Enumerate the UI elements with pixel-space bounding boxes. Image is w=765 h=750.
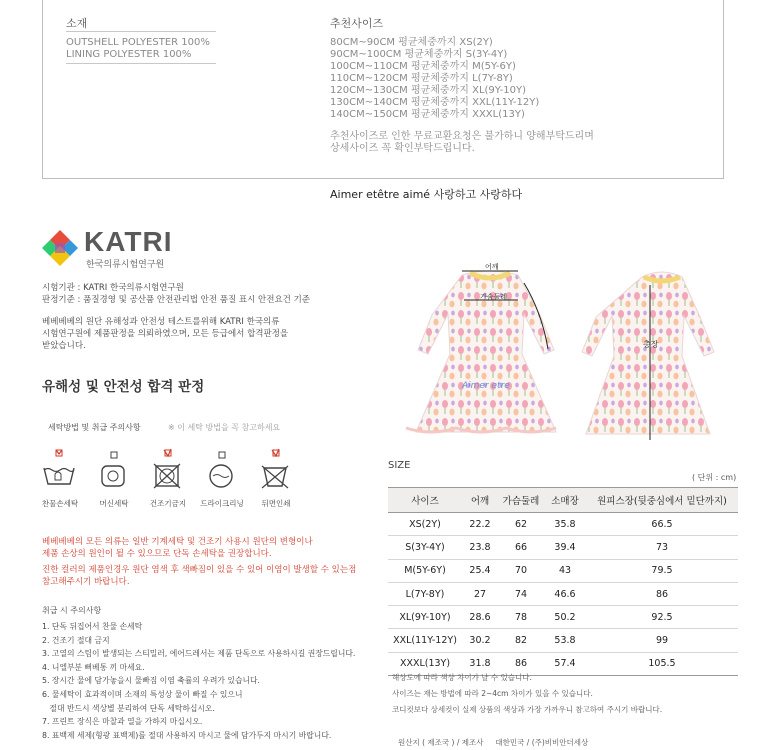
cell: 79.5 (586, 559, 738, 582)
cell: 70 (498, 559, 544, 582)
col-header: 소매장 (544, 488, 586, 513)
dress-back (582, 272, 714, 440)
material-line: LINING POLYESTER 100% (66, 49, 192, 60)
origin-footer: 원산지 ( 제조국 ) / 제조사 대한민국 / (주)비비안더세상 (398, 738, 589, 747)
size-title: SIZE (388, 460, 411, 471)
warning-line: 참고해주시기 바랍니다. (42, 577, 130, 587)
cell: 86 (498, 652, 544, 675)
cell: 78 (498, 606, 544, 629)
cell: 99 (586, 629, 738, 652)
machine-wash-icon (86, 446, 142, 494)
cell: 43 (544, 559, 586, 582)
cell: 25.4 (462, 559, 498, 582)
care-item (86, 446, 142, 509)
col-header: 원피스장(뒷중심에서 밑단까지) (586, 488, 738, 513)
cell: 53.8 (544, 629, 586, 652)
cell: 22.2 (462, 513, 498, 536)
product-photos (392, 255, 742, 455)
handling-line: 2. 건조기 절대 금지 (42, 635, 110, 645)
care-icons (32, 446, 292, 516)
shoulder-label: 어깨 (485, 263, 499, 271)
desc-line: 시험연구원에 제품판정을 의뢰하였으며, 모든 등급에서 합격판정을 (42, 329, 289, 339)
cell: 73 (586, 536, 738, 559)
length-label: 총장 (643, 340, 659, 349)
table-header-row (388, 488, 738, 513)
katri-logo (40, 228, 80, 272)
recommend-size-list (330, 37, 594, 155)
cell: 66.5 (586, 513, 738, 536)
katri-logo-word: KATRI (84, 226, 173, 257)
handling-line: 절대 반드시 색상별 분리하여 단독 세탁하십시오. (42, 703, 215, 713)
cell: 46.6 (544, 582, 586, 605)
care-label: 건조기금지 (149, 499, 187, 508)
handling-list (42, 620, 355, 742)
cell: 82 (498, 629, 544, 652)
col-header: 사이즈 (388, 488, 462, 513)
brand-tagline: Aimer etêtre aimé 사랑하고 사랑하다 (330, 188, 523, 201)
care-label: 드라이크리닝 (200, 499, 244, 508)
cell: 39.4 (544, 536, 586, 559)
size-notes (392, 670, 662, 718)
size-line: 140CM~150CM 평균체중까지 XXXL(13Y) (330, 109, 525, 120)
cell: 57.4 (544, 652, 586, 675)
cell: 23.8 (462, 536, 498, 559)
desc-line: 받았습니다. (42, 341, 86, 351)
pass-title: 유해성 및 안전성 합격 판정 (42, 379, 205, 395)
hand-wash-icon (32, 446, 88, 494)
care-label: 뒤면인쇄 (261, 499, 291, 508)
recommend-size-title: 추천사이즈 (330, 17, 384, 30)
care-item (194, 446, 250, 509)
handling-line: 4. 니엘부분 뻐베통 끼 마세요. (42, 662, 145, 672)
notice-line: 상세사이즈 꼭 확인부탁드립니다. (330, 143, 475, 154)
cell: 35.8 (544, 513, 586, 536)
cell: L(7Y-8Y) (388, 582, 462, 605)
table-row (388, 513, 738, 536)
handling-line: 7. 프린트 장식은 마찰과 열을 가하지 마십시오. (42, 717, 203, 727)
warning-text (42, 536, 356, 588)
cell: 62 (498, 513, 544, 536)
cell: XS(2Y) (388, 513, 462, 536)
cell: 74 (498, 582, 544, 605)
handling-line: 8. 표백제 세제(형광 표백제)를 절대 사용하지 마시고 물에 담가두지 마시기 바랍니다. (42, 730, 332, 740)
no-tumble-dry-icon (140, 446, 196, 494)
info-line: 시험기관 : KATRI 한국의류시험연구원 (42, 283, 184, 293)
warning-line: 제품 손상의 원인이 될 수 있으므로 단독 손세탁을 권장합니다. (42, 549, 272, 559)
table-row (388, 559, 738, 582)
table-row (388, 582, 738, 605)
care-title: 세탁방법 및 취급 주의사항 (48, 423, 141, 432)
cell: 105.5 (586, 652, 738, 675)
material-title: 소재 (66, 17, 88, 30)
notice-line: 추천사이즈로 인한 무료교환요청은 불가하니 양해부탁드리며 (330, 131, 594, 142)
info-line: 판정기준 : 품질경영 및 공산품 안전관리법 안전 품질 표시 안전요건 기준 (42, 295, 311, 305)
no-bleach-icon (248, 446, 304, 494)
size-line: 90CM~100CM 평균체중까지 S(3Y-4Y) (330, 49, 508, 60)
size-line: 130CM~140CM 평균체중까지 XXL(11Y-12Y) (330, 97, 540, 108)
dress-print-text: Aimer etre (462, 381, 510, 391)
care-hint: ※ 이 세탁 방법을 꼭 참고하세요 (168, 423, 281, 432)
dry-clean-icon (194, 446, 250, 494)
handling-title: 취급 시 주의사항 (42, 606, 102, 615)
size-line: 120CM~130CM 평균체중까지 XL(9Y-10Y) (330, 85, 527, 96)
handling-line: 3. 고열의 스팀이 발생되는 스티밀러, 에어드레서는 제품 단독으로 사용하시길 권장드립니다. (42, 649, 356, 659)
katri-logo-sub: 한국의류시험연구원 (86, 260, 165, 270)
size-line: 110CM~120CM 평균체중까지 L(7Y-8Y) (330, 73, 513, 84)
chest-label: 가슴둘레 (480, 293, 508, 301)
care-item (140, 446, 196, 509)
cell: 50.2 (544, 606, 586, 629)
warning-line: 베베베베의 모든 의류는 일반 기계세탁 및 건조기 사용시 원단의 변형이나 (42, 537, 313, 547)
material-line: OUTSHELL POLYESTER 100% (66, 37, 210, 48)
katri-info (42, 282, 310, 352)
size-line: 100CM~110CM 평균체중까지 M(5Y-6Y) (330, 61, 516, 72)
note-line: 코디컷보다 상세컷이 실제 상품의 색상과 가장 가까우니 참고하여 주시기 바랍니다. (392, 705, 663, 714)
table-row (388, 629, 738, 652)
size-line: 80CM~90CM 평균체중까지 XS(2Y) (330, 37, 493, 48)
cell: 92.5 (586, 606, 738, 629)
col-header: 가슴둘레 (498, 488, 544, 513)
size-unit: ( 단위 : cm) (692, 473, 737, 482)
cell: 31.8 (462, 652, 498, 675)
care-label: 머신세탁 (99, 499, 129, 508)
cell: S(3Y-4Y) (388, 536, 462, 559)
cell: 30.2 (462, 629, 498, 652)
warning-line: 진한 컬러의 제품인경우 원단 염색 후 색빠짐이 있을 수 있어 이염이 발생할 수 있는점 (42, 565, 357, 575)
desc-line: 베베베베의 원단 유해성과 안전성 테스트를위해 KATRI 한국의류 (42, 317, 280, 327)
handling-line: 1. 단독 뒤집어서 찬물 손세탁 (42, 622, 143, 631)
cell: 28.6 (462, 606, 498, 629)
table-row (388, 606, 738, 629)
care-item (32, 446, 88, 509)
care-label: 찬물손세탁 (41, 499, 79, 508)
size-table (388, 487, 738, 676)
cell: 86 (586, 582, 738, 605)
divider (66, 63, 216, 64)
cell: 66 (498, 536, 544, 559)
table-row (388, 536, 738, 559)
care-item (248, 446, 304, 509)
note-line: 사이즈는 재는 방법에 따라 2~4cm 차이가 있을 수 있습니다. (392, 689, 593, 698)
dress-front (406, 262, 556, 432)
divider (66, 31, 216, 32)
col-header: 어깨 (462, 488, 498, 513)
cell: XL(9Y-10Y) (388, 606, 462, 629)
handling-line: 6. 물세탁이 효과적이며 소재의 특성상 물이 빠질 수 있으니 (42, 689, 243, 699)
note-line: 해상도에 따라 색상 차이가 날 수 있습니다. (392, 673, 532, 682)
cell: XXXL(13Y) (388, 652, 462, 675)
katri-logo-icon (40, 228, 80, 268)
cell: 27 (462, 582, 498, 605)
cell: M(5Y-6Y) (388, 559, 462, 582)
cell: XXL(11Y-12Y) (388, 629, 462, 652)
dress-front-back-image (392, 255, 742, 455)
handling-line: 5. 장시간 물에 담가놓을시 물빠짐 이염 축률의 우려가 있습니다. (42, 676, 261, 686)
